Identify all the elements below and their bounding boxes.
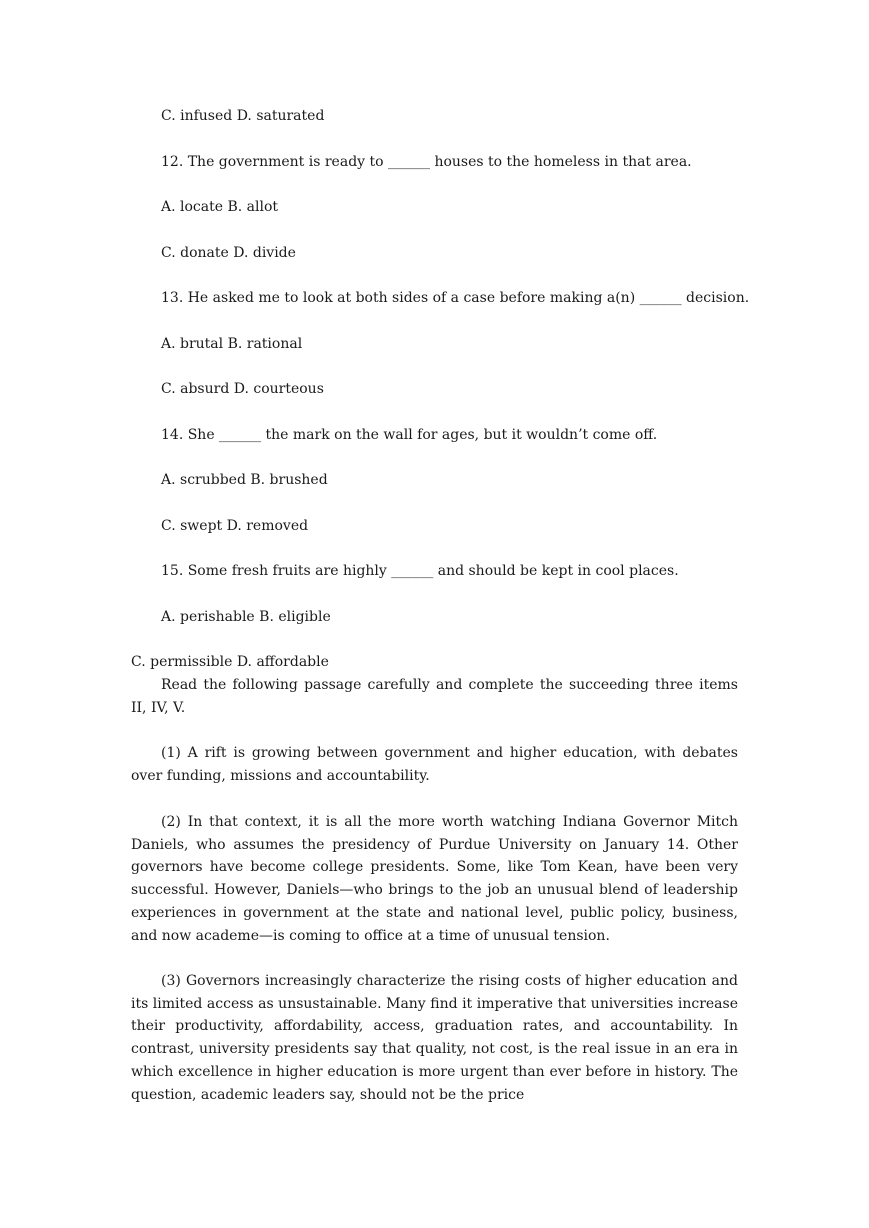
question-11-options-cd: C. infused D. saturated xyxy=(161,108,325,124)
question-15-options-cd: C. permissible D. affordable xyxy=(131,654,329,670)
passage-paragraph-2 xyxy=(131,811,738,947)
paragraph-1-text: (1) A rift is growing between government and higher education, with debates over funding, missions and accountability. xyxy=(131,745,738,784)
passage-paragraph-1 xyxy=(131,742,738,787)
question-14-stem: 14. She ______ the mark on the wall for ages, but it wouldn’t come off. xyxy=(161,427,658,443)
paragraph-3-text: (3) Governors increasingly characterize the rising costs of higher education and its limited access as unsustainable. Many find it imperative that universities increase their productivity, affordability, access, graduation rates, and accountability. In contrast, university presidents say that quality, not cost, is the real issue in an era in which excellence in higher education is more urgent than ever before in history. The question, academic leaders say, should not be the price xyxy=(131,973,738,1103)
passage-paragraph-3 xyxy=(131,970,738,1106)
instruction-text: Read the following passage carefully and complete the succeeding three items II, IV, V. xyxy=(131,677,738,716)
question-12-stem: 12. The government is ready to ______ houses to the homeless in that area. xyxy=(161,154,692,170)
question-12-options-cd: C. donate D. divide xyxy=(161,245,296,261)
question-14-options-ab: A. scrubbed B. brushed xyxy=(161,472,328,488)
paragraph-2-text: (2) In that context, it is all the more worth watching Indiana Governor Mitch Daniels, who assumes the presidency of Purdue University on January 14. Other governors have become college presidents. Some, like Tom Kean, have been very successful. However, Daniels—who brings to the job an unusual blend of leadership experiences in government at the state and national level, public policy, business, and now academe—is coming to office at a time of unusual tension. xyxy=(131,814,738,944)
question-13-options-ab: A. brutal B. rational xyxy=(161,336,303,352)
question-15-stem: 15. Some fresh fruits are highly ______ and should be kept in cool places. xyxy=(161,563,679,579)
question-15-options-ab: A. perishable B. eligible xyxy=(161,609,331,625)
question-13-stem: 13. He asked me to look at both sides of a case before making a(n) ______ decision. xyxy=(161,290,750,306)
question-13-options-cd: C. absurd D. courteous xyxy=(161,381,324,397)
passage-instruction xyxy=(131,674,738,719)
question-12-options-ab: A. locate B. allot xyxy=(161,199,279,215)
question-14-options-cd: C. swept D. removed xyxy=(161,518,309,534)
